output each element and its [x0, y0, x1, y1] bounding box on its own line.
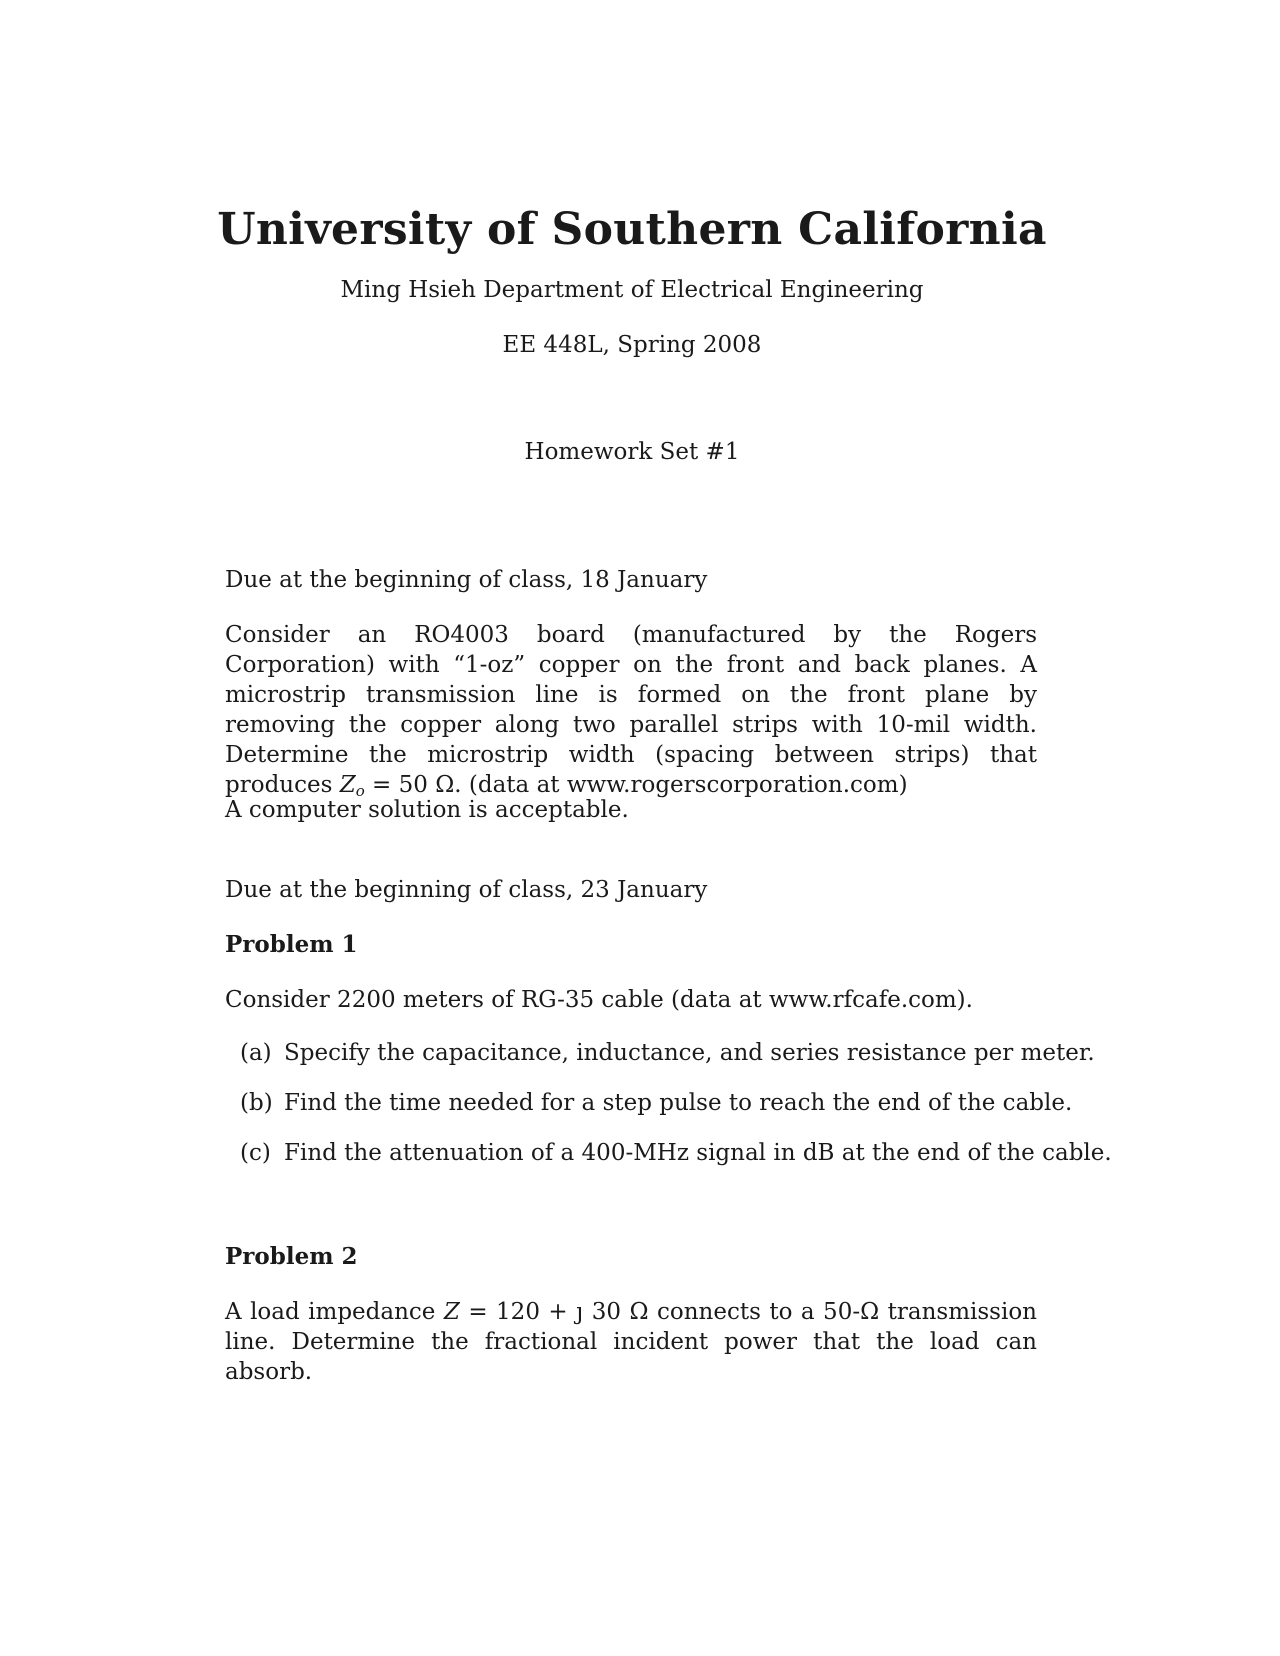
microstrip-text-start: Consider an RO4003 board (manufactured by the Rogers Corporation) with “1-oz” copper on the front and back planes. A microstrip transmission line is formed on the front plane by removing the copper along two parallel strips with 10-mil width. Determine the microstrip width (spacing between strips) that produces	[225, 622, 1037, 798]
assignment-title: Homework Set #1	[524, 439, 740, 465]
item-label: (c)	[240, 1140, 271, 1166]
zo-variable: Z	[339, 772, 356, 798]
zo-subscript: o	[355, 782, 365, 800]
problem-1-intro: Consider 2200 meters of RG-35 cable (data at www.rfcafe.com).	[225, 987, 973, 1013]
item-label: (a)	[240, 1040, 272, 1066]
problem-2-text	[225, 1297, 1037, 1387]
z-variable: Z	[443, 1299, 460, 1325]
problem-1-heading: Problem 1	[225, 931, 358, 958]
due-date-1: Due at the beginning of class, 18 January	[225, 567, 708, 593]
course-info: EE 448L, Spring 2008	[502, 332, 762, 358]
university-title: University of Southern California	[217, 204, 1047, 255]
problem-1-item-b	[240, 1088, 1073, 1118]
problem-1-item-c	[240, 1138, 1112, 1168]
department-name: Ming Hsieh Department of Electrical Engineering	[340, 277, 924, 303]
computer-solution-note: A computer solution is acceptable.	[225, 797, 629, 823]
microstrip-text-end: = 50 Ω. (data at www.rogerscorporation.com)	[364, 772, 908, 798]
microstrip-problem-text	[225, 620, 1037, 800]
problem-2-heading: Problem 2	[225, 1243, 358, 1270]
item-text: Specify the capacitance, inductance, and series resistance per meter.	[284, 1040, 1095, 1066]
item-text: Find the attenuation of a 400-MHz signal in dB at the end of the cable.	[284, 1140, 1112, 1166]
problem-2-text-end: = 120 + ȷ 30 Ω connects to a 50-Ω transmission line. Determine the fractional incident power that the load can absorb.	[225, 1299, 1037, 1385]
problem-1-item-a	[240, 1038, 1095, 1068]
item-label: (b)	[240, 1090, 273, 1116]
problem-2-text-start: A load impedance	[225, 1299, 444, 1325]
due-date-2: Due at the beginning of class, 23 January	[225, 877, 708, 903]
item-text: Find the time needed for a step pulse to reach the end of the cable.	[284, 1090, 1073, 1116]
